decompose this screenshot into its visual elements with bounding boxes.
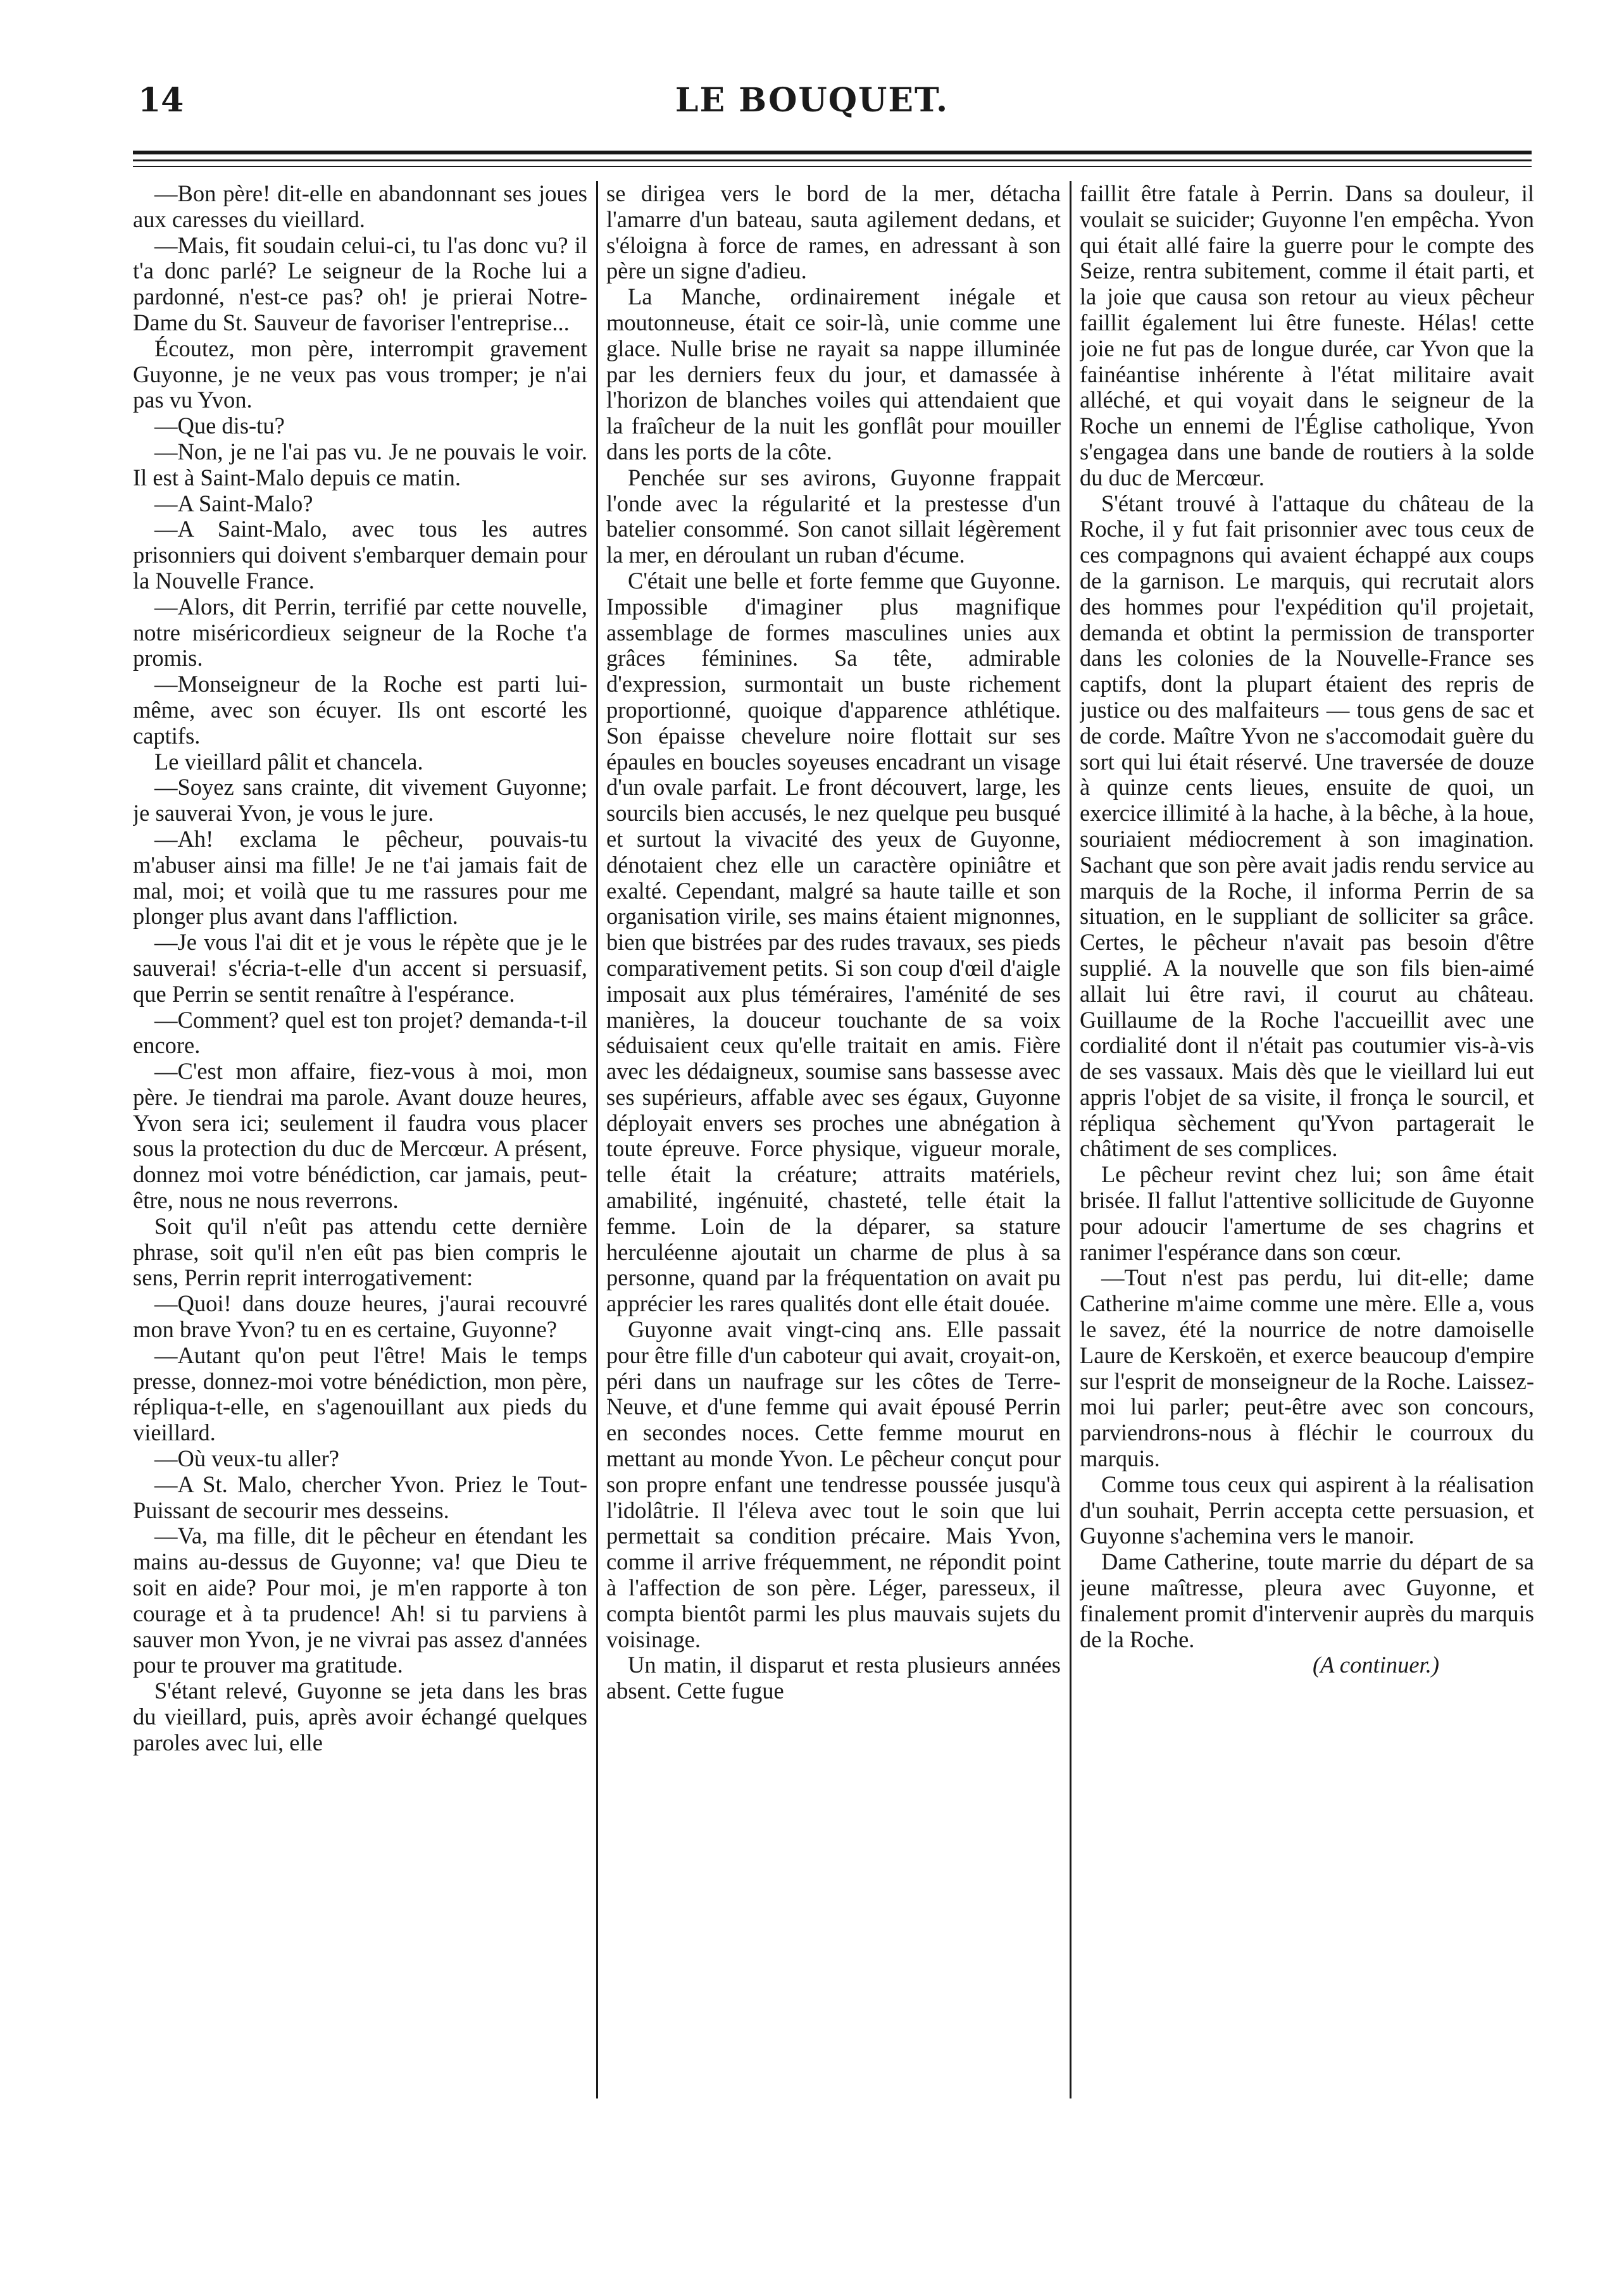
paragraph: —Mais, fit soudain celui-ci, tu l'as donc vu? il t'a donc parlé? Le seigneur de la Roche lui a pardonné, n'est-ce pas? oh! je prierai Notre-Dame du St. Sauveur de favoriser l'entreprise... [133, 232, 587, 335]
paragraph: Le vieillard pâlit et chancela. [154, 748, 423, 775]
paragraph: —Où veux-tu aller? [154, 1445, 339, 1472]
paragraph: —Non, je ne l'ai pas vu. Je ne pouvais le voir. Il est à Saint-Malo depuis ce matin. [133, 438, 587, 490]
paragraph: C'était une belle et forte femme que Guyonne. Impossible d'imaginer plus magnifique assemblage de formes masculines unies aux grâces féminines. Sa tête, admirable d'expression, surmontait un buste richement proportionné, quoique d'apparence athlétique. Son épaisse chevelure noire flottait sur ses épaules en boucles soyeuses encadrant un visage d'un ovale parfait. Le front découvert, large, les sourcils bien accusés, le nez quelque peu busqué et surtout la vivacité des yeux de Guyonne, dénotaient chez elle un caractère opiniâtre et exalté. Cependant, malgré sa haute taille et son organisation virile, ses mains étaient mignonnes, bien que bistrées par des rudes travaux, ses pieds comparativement petits. Si son coup d'œil d'aigle imposait aux plus téméraires, l'aménité de ses manières, la douceur touchante de sa voix séduisaient ceux qu'elle traitait en amis. Fière avec les dédaigneux, soumise sans bassesse avec ses supérieurs, affable avec ses égaux, Guyonne déployait envers ses proches une abnégation à toute épreuve. Force physique, vigueur morale, telle était la créature; attraits matériels, amabilité, ingénuité, chasteté, telle était la femme. Loin de la déparer, sa stature herculéenne ajoutait un charme de plus à sa personne, quand par la fréquentation on avait pu apprécier les rares qualités dont elle était douée. [606, 567, 1061, 1317]
header-rule-middle [133, 159, 1532, 161]
header-rule-thin [133, 166, 1532, 167]
paragraph: se dirigea vers le bord de la mer, détacha l'amarre d'un bateau, sauta agilement dedans, et s'éloigna à force de rames, en adressant à son père un signe d'adieu. [606, 181, 1061, 284]
paragraph: —Tout n'est pas perdu, lui dit-elle; dame Catherine m'aime comme une mère. Elle a, vous le savez, été la nourrice de notre damoiselle Laure de Kerskoën, et exerce beaucoup d'empire sur l'esprit de monseigneur de la Roche. Laissez-moi lui parler; peut-être avec son concours, parviendrons-nous à fléchir le courroux du marquis. [1080, 1264, 1534, 1472]
page-number: 14 [138, 81, 184, 120]
header-rule-thick [133, 151, 1532, 154]
paragraph: Comme tous ceux qui aspirent à la réalisation d'un souhait, Perrin accepta cette persuasion, et Guyonne s'achemina vers le manoir. [1080, 1471, 1534, 1549]
paragraph: —Quoi! dans douze heures, j'aurai recouvré mon brave Yvon? tu en es certaine, Guyonne? [133, 1290, 587, 1343]
column-1 [133, 181, 587, 2098]
journal-title: LE BOUQUET. [675, 81, 949, 120]
paragraph: —Comment? quel est ton projet? demanda-t-il encore. [133, 1006, 587, 1059]
paragraph: Dame Catherine, toute marrie du départ de sa jeune maîtresse, pleura avec Guyonne, et finalement promit d'intervenir auprès du marquis de la Roche. [1080, 1549, 1534, 1652]
text-columns [133, 181, 1532, 2098]
paragraph: —Bon père! dit-elle en abandonnant ses joues aux caresses du vieillard. [133, 181, 587, 232]
paragraph: —Va, ma fille, dit le pêcheur en étendant les mains au-dessus de Guyonne; va! que Dieu te soit en aide? Pour moi, je m'en rapporte à ton courage et à ta prudence! Ah! si tu parviens à sauver mon Yvon, je ne vivrai pas assez d'années pour te prouver ma gratitude. [133, 1523, 587, 1678]
paragraph: —C'est mon affaire, fiez-vous à moi, mon père. Je tiendrai ma parole. Avant douze heures, Yvon sera ici; seulement il faudra vous placer sous la protection du duc de Mercœur. A présent, donnez moi votre bénédiction, car jamais, peut-être, nous ne nous reverrons. [133, 1058, 587, 1214]
column-2 [606, 181, 1061, 2098]
paragraph: —A St. Malo, chercher Yvon. Priez le Tout-Puissant de secourir mes desseins. [133, 1471, 587, 1523]
paragraph: Un matin, il disparut et resta plusieurs années absent. Cette fugue [606, 1652, 1061, 1704]
paragraph: Penchée sur ses avirons, Guyonne frappait l'onde avec la régularité et la prestesse d'un batelier consommé. Son canot sillait légèrement la mer, en déroulant un ruban d'écume. [606, 464, 1061, 568]
paragraph: —Monseigneur de la Roche est parti lui-même, avec son écuyer. Ils ont escorté les captifs. [133, 671, 587, 749]
paragraph: Écoutez, mon père, interrompit gravement Guyonne, je ne veux pas vous tromper; je n'ai pas vu Yvon. [133, 335, 587, 413]
paragraph: La Manche, ordinairement inégale et moutonneuse, était ce soir-là, unie comme une glace. Nulle brise ne rayait sa nappe illuminée par les derniers feux du jour, et damassée à l'horizon de blanches voiles qui attendaient que la fraîcheur de la nuit les gonflât pour mouiller dans les ports de la côte. [606, 284, 1061, 465]
continued-note: (A continuer.) [1312, 1652, 1439, 1678]
paragraph: —Autant qu'on peut l'être! Mais le temps presse, donnez-moi votre bénédiction, mon père, répliqua-t-elle, en s'agenouillant aux pieds du vieillard. [133, 1342, 587, 1446]
column-divider-2 [1070, 181, 1071, 2098]
paragraph: faillit être fatale à Perrin. Dans sa douleur, il voulait se suicider; Guyonne l'en empêcha. Yvon qui était allé faire la guerre pour le compte des Seize, rentra subitement, comme il était parti, et la joie que causa son retour au vieux pêcheur faillit également lui être funeste. Hélas! cette joie ne fut pas de longue durée, car Yvon que la fainéantise inhérente à l'état militaire avait alléché, et qui voyait dans le seigneur de la Roche un ennemi de l'Église catholique, Yvon s'engagea dans une bande de routiers à la solde du duc de Mercœur. [1080, 181, 1534, 490]
paragraph: —Soyez sans crainte, dit vivement Guyonne; je sauverai Yvon, je vous le jure. [133, 774, 587, 826]
paragraph: Soit qu'il n'eût pas attendu cette dernière phrase, soit qu'il n'en eût pas bien compris le sens, Perrin reprit interrogativement: [133, 1213, 587, 1291]
paragraph: —A Saint-Malo, avec tous les autres prisonniers qui doivent s'embarquer demain pour la Nouvelle France. [133, 516, 587, 594]
paragraph: —A Saint-Malo? [154, 490, 313, 516]
paragraph: —Je vous l'ai dit et je vous le répète que je le sauverai! s'écria-t-elle d'un accent si persuasif, que Perrin se sentit renaître à l'espérance. [133, 929, 587, 1007]
paragraph: —Ah! exclama le pêcheur, pouvais-tu m'abuser ainsi ma fille! Je ne t'ai jamais fait de mal, moi; et voilà que tu me rassures pour me plonger plus avant dans l'affliction. [133, 825, 587, 930]
column-divider-1 [596, 181, 598, 2098]
paragraph: Le pêcheur revint chez lui; son âme était brisée. Il fallut l'attentive sollicitude de Guyonne pour adoucir l'amertume de ses chagrins et ranimer l'espérance dans son cœur. [1080, 1161, 1534, 1265]
paragraph: Guyonne avait vingt-cinq ans. Elle passait pour être fille d'un caboteur qui avait, croyait-on, péri dans un naufrage sur les côtes de Terre-Neuve, et d'une femme qui avait épousé Perrin en secondes noces. Cette femme mourut en mettant au monde Yvon. Le pêcheur conçut pour son propre enfant une tendresse poussée jusqu'à l'idolâtrie. Il l'éleva avec tout le soin que lui permettait sa condition précaire. Mais Yvon, comme il arrive fréquemment, ne répondit point à l'affection de son père. Léger, paresseux, il compta bientôt parmi les plus mauvais sujets du voisinage. [606, 1316, 1061, 1652]
paragraph: —Que dis-tu? [154, 413, 285, 439]
paragraph: —Alors, dit Perrin, terrifié par cette nouvelle, notre miséricordieux seigneur de la Roche t'a promis. [133, 593, 587, 671]
paragraph: S'étant relevé, Guyonne se jeta dans les bras du vieillard, puis, après avoir échangé quelques paroles avec lui, elle [133, 1678, 587, 1755]
column-3 [1080, 181, 1534, 2098]
paragraph: S'étant trouvé à l'attaque du château de la Roche, il y fut fait prisonnier avec tous ceux de ces compagnons qui avaient échappé aux coups de la garnison. Le marquis, qui recrutait alors des hommes pour l'expédition qu'il projetait, demanda et obtint la permission de transporter dans les colonies de la Nouvelle-France ses captifs, dont la plupart étaient des repris de justice ou des malfaiteurs — tous gens de sac et de corde. Maître Yvon ne s'accomodait guère du sort qui lui était réservé. Une traversée de douze à quinze cents lieues, ensuite de quoi, un exercice illimité à la hache, à la bêche, à la houe, souriaient médiocrement à son imagination. Sachant que son père avait jadis rendu service au marquis de la Roche, il informa Perrin de sa situation, en le suppliant de solliciter sa grâce. Certes, le pêcheur n'avait pas besoin d'être supplié. A la nouvelle que son fils bien-aimé allait lui être ravi, il courut au château. Guillaume de la Roche l'accueillit avec une cordialité dont il n'était pas coutumier vis-à-vis de ses vassaux. Mais dès que le vieillard lui eut appris l'objet de sa visite, il fronça le sourcil, et répliqua sèchement qu'Yvon partagerait le châtiment de ses complices. [1080, 490, 1534, 1162]
